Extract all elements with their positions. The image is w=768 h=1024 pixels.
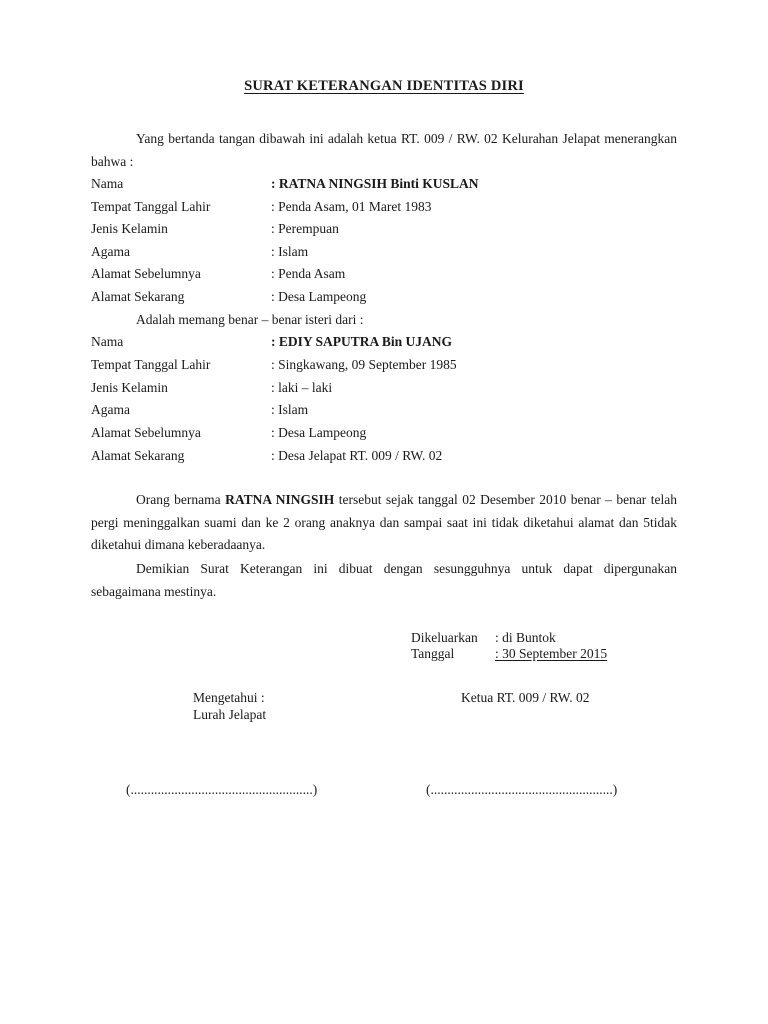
issued-date [411,645,607,662]
field-value: : Desa Lampeong [271,425,367,440]
field-value: : Islam [271,244,309,259]
field-value: : RATNA NINGSIH Binti KUSLAN [271,176,479,191]
document-title: SURAT KETERANGAN IDENTITAS DIRI [244,78,524,94]
acknowledger-role: Lurah Jelapat [193,707,267,722]
field-label: Nama [91,176,124,191]
field-label: Jenis Kelamin [91,380,168,395]
field-value: : Penda Asam [271,266,346,281]
field-value: : Islam [271,402,309,417]
field-value: : EDIY SAPUTRA Bin UJANG [271,334,453,349]
statement-paragraph: Orang bernama RATNA NINGSIH tersebut sejak tanggal 02 Desember 2010 benar – benar telah pergi meninggalkan suami dan ke 2 orang anaknya dan sampai saat ini tidak diketahui alamat dan 5tidak diketahui dimana keberadaanya. [91,492,677,552]
closing-paragraph: Demikian Surat Keterangan ini dibuat dengan sesungguhnya untuk dapat dipergunakan sebagaimana mestinya. [91,561,677,599]
issued-place-value: : di Buntok [495,630,556,645]
field-label: Alamat Sekarang [91,289,185,304]
field-label: Alamat Sebelumnya [91,266,201,281]
field-value: : Penda Asam, 01 Maret 1983 [271,199,432,214]
relation-statement: Adalah memang benar – benar isteri dari : [136,312,364,327]
field-label: Alamat Sebelumnya [91,425,201,440]
right-signature-line: (......................................................) [426,782,618,797]
issued-place-label: Dikeluarkan [411,630,478,645]
field-value: : Perempuan [271,221,339,236]
field-label: Jenis Kelamin [91,221,168,236]
signer-role: Ketua RT. 009 / RW. 02 [461,690,590,705]
signer-block [461,689,590,706]
issued-date-label: Tanggal [411,646,455,661]
acknowledger-block [193,689,266,723]
acknowledger-title: Mengetahui : [193,690,265,705]
intro-paragraph: Yang bertanda tangan dibawah ini adalah ketua RT. 009 / RW. 02 Kelurahan Jelapat menerangkan bahwa : [91,131,677,169]
left-signature-line: (......................................................) [126,782,318,797]
missing-person-name: RATNA NINGSIH [225,492,335,507]
field-value: : Desa Lampeong [271,289,367,304]
field-value: : laki – laki [271,380,333,395]
field-label: Alamat Sekarang [91,448,185,463]
field-label: Agama [91,402,130,417]
field-label: Nama [91,334,124,349]
field-label: Agama [91,244,130,259]
issued-place [411,629,556,646]
field-value: : Singkawang, 09 September 1985 [271,357,457,372]
field-value: : Desa Jelapat RT. 009 / RW. 02 [271,448,443,463]
field-label: Tempat Tanggal Lahir [91,357,211,372]
field-label: Tempat Tanggal Lahir [91,199,211,214]
issued-date-value: : 30 September 2015 [495,646,608,661]
